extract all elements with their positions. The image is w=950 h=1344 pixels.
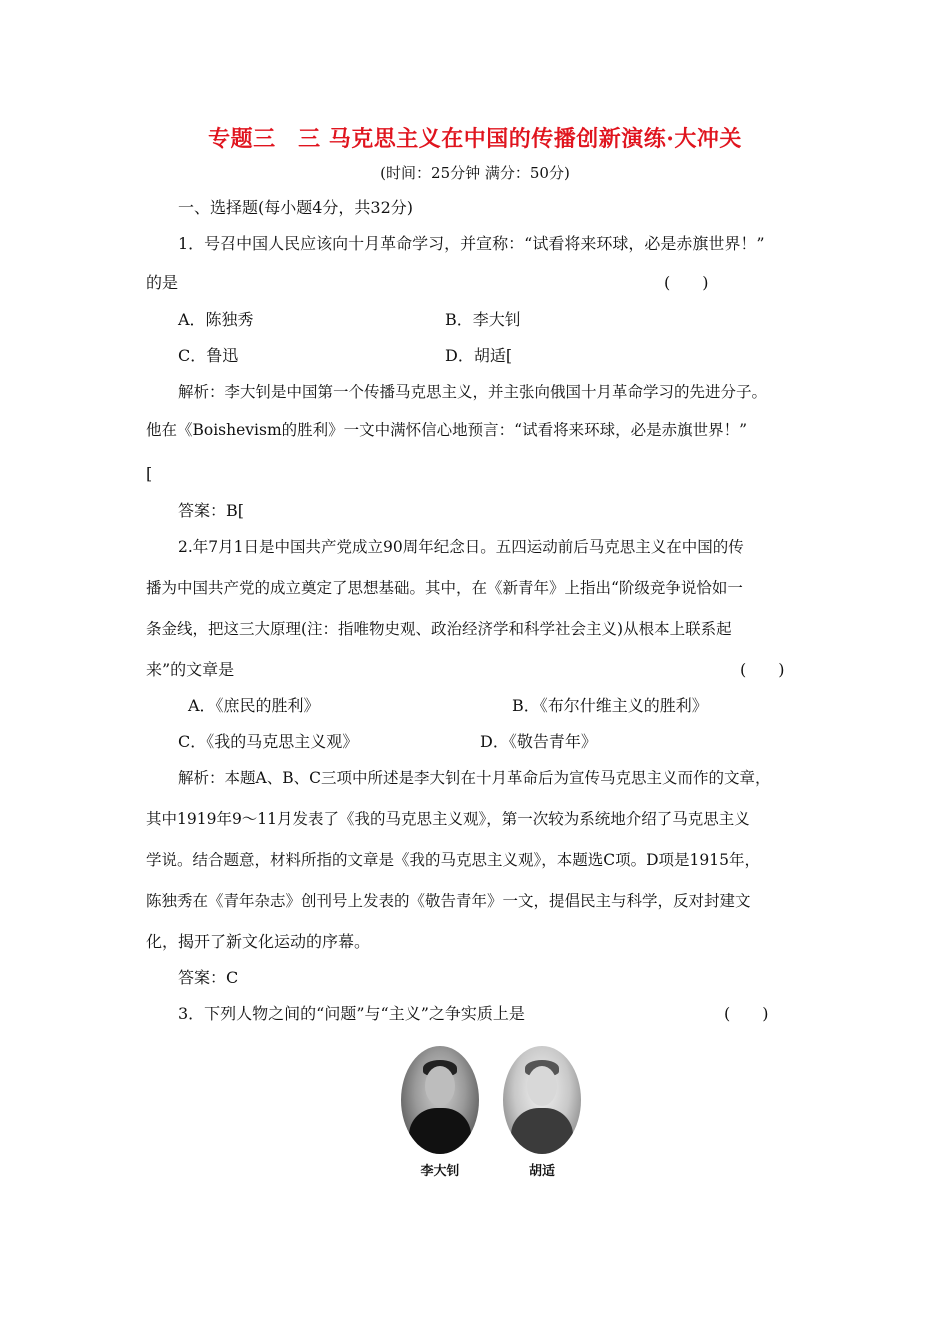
photo-caption-right: 胡适 xyxy=(528,1164,555,1179)
q2-stem-line2: 播为中国共产党的成立奠定了思想基础。其中，在《新青年》上指出“阶级竞争说恰如一 xyxy=(146,579,743,597)
portrait-image-left xyxy=(401,1046,479,1154)
q2-analysis-line2: 其中1919年9～11月发表了《我的马克思主义观》，第一次较为系统地介绍了马克思主义 xyxy=(146,810,750,828)
q2-stem-line3: 条金线，把这三大原理(注：指唯物史观、政治经济学和科学社会主义)从根本上联系起 xyxy=(146,620,732,638)
q2-stem-line1: 2.年7月1日是中国共产党成立90周年纪念日。五四运动前后马克思主义在中国的传 xyxy=(178,538,744,556)
document-title: 专题三 三 马克思主义在中国的传播创新演练·大冲关 xyxy=(208,126,742,152)
q2-answer-paren: ( ) xyxy=(740,660,785,679)
q2-analysis-line3: 学说。结合题意，材料所指的文章是《我的马克思主义观》，本题选C项。D项是1915年， xyxy=(146,851,760,869)
photo-hu-shi xyxy=(500,1046,584,1179)
portrait-image-right xyxy=(503,1046,581,1154)
q2-option-a: A．《庶民的胜利》 xyxy=(188,696,320,715)
q2-stem-line4: 来”的文章是 xyxy=(146,660,235,679)
q1-option-c: C．鲁迅 xyxy=(178,346,239,365)
q1-option-a: A．陈独秀 xyxy=(178,310,254,329)
q1-option-d: D．胡适[ xyxy=(445,346,513,365)
q2-option-c: C．《我的马克思主义观》 xyxy=(178,732,359,751)
q2-analysis-line5: 化，揭开了新文化运动的序幕。 xyxy=(146,932,371,951)
section-heading: 一、选择题(每小题4分，共32分) xyxy=(178,198,414,217)
q1-answer: 答案：B[ xyxy=(178,501,245,520)
q2-option-b: B．《布尔什维主义的胜利》 xyxy=(512,696,708,715)
photo-li-dazhao xyxy=(398,1046,482,1179)
q1-option-b: B．李大钊 xyxy=(445,310,521,329)
q1-answer-paren: ( ) xyxy=(664,273,709,292)
document-subtitle: (时间：25分钟 满分：50分) xyxy=(380,164,570,182)
q2-answer: 答案：C xyxy=(178,968,239,987)
q1-analysis-line1: 解析：李大钊是中国第一个传播马克思主义，并主张向俄国十月革命学习的先进分子。 xyxy=(178,383,768,401)
q3-answer-paren: ( ) xyxy=(724,1004,769,1023)
q2-analysis-line4: 陈独秀在《青年杂志》创刊号上发表的《敬告青年》一文，提倡民主与科学，反对封建文 xyxy=(146,892,751,910)
q2-option-d: D．《敬告青年》 xyxy=(480,732,597,751)
q1-stem-line1: 1．号召中国人民应该向十月革命学习，并宣称：“试看将来环球，必是赤旗世界！” xyxy=(178,234,765,253)
q3-stem: 3．下列人物之间的“问题”与“主义”之争实质上是 xyxy=(178,1004,525,1023)
q1-analysis-line3: [ xyxy=(146,464,153,483)
photo-caption-left: 李大钊 xyxy=(420,1164,460,1179)
q1-stem-line2: 的是 xyxy=(146,273,179,292)
q2-analysis-line1: 解析：本题A、B、C三项中所述是李大钊在十月革命后为宣传马克思主义而作的文章， xyxy=(178,769,771,787)
q1-analysis-line2: 他在《Boishevism的胜利》一文中满怀信心地预言：“试看将来环球，必是赤旗世界！” xyxy=(146,421,748,439)
